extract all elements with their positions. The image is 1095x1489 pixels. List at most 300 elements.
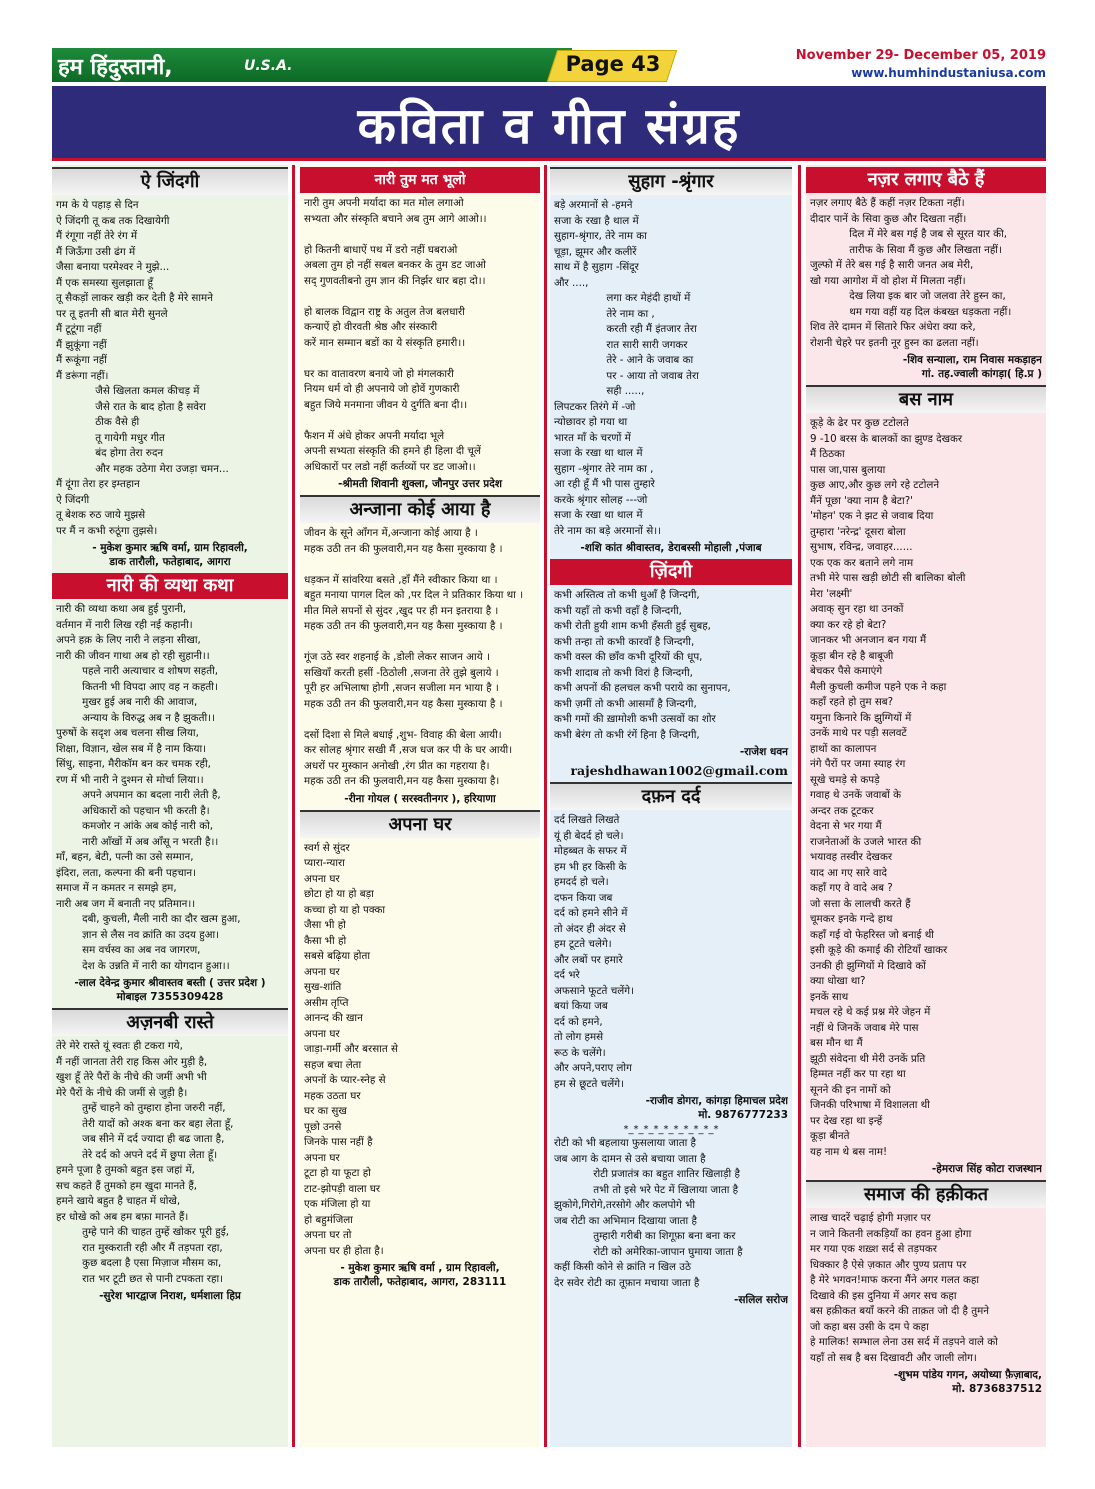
text-line: तेरे नाम का बड़े अरमानों से।। — [554, 524, 661, 537]
text-line: मैं डरूंगा नहीं। — [56, 369, 109, 382]
text-line: तुम्हारी गरीबी का शिगूफ़ा बना बना कर — [554, 1230, 736, 1242]
text-line: पूछो उनसे — [304, 1120, 342, 1133]
text-line: हो बालक विद्वान राष्ट्र के अतुल तेज बलधारी — [304, 305, 465, 318]
poem-author — [806, 1160, 1046, 1178]
text-line: कभी यहाँ तो कभी वहाँ है जिन्दगी, — [554, 604, 682, 617]
poem-title: अज़नबी रास्ते — [52, 1008, 288, 1036]
text-line: मो. 9876777233 — [698, 1109, 788, 1121]
text-line: हम टूटते चलेगे। — [554, 938, 612, 950]
text-line: मैं नहीं जानता तेरी राह किस ओर मुड़ी है, — [56, 1055, 208, 1068]
text-line: और अपने,पराए लोग — [554, 1062, 632, 1074]
text-line: सद् गुणवतीबनो तुम ज्ञान की निर्झर धार बहा दो।। — [304, 274, 486, 287]
text-line: उनकी ही झुग्गियों मे दिखावे कों — [810, 959, 926, 972]
text-line: नियम धर्म वो ही अपनाये जो होवें गुणकारी — [304, 383, 460, 395]
text-line: जब सीने में दर्द ज्यादा ही बढ जाता है, — [56, 1133, 225, 1145]
text-line: अपना घर तो — [304, 1229, 352, 1241]
text-line: कच्चा हो या हो पक्का — [304, 903, 386, 916]
poem-title: समाज की हक़ीकत — [806, 1180, 1046, 1208]
text-line: यह नाम थे बस नाम! — [810, 1145, 888, 1158]
text-line: दर्द लिखते लिखते — [554, 814, 620, 826]
text-line: प्यारा-न्यारा — [304, 857, 345, 869]
text-line: सुख-शांति — [304, 981, 342, 993]
text-line: अपना घर — [304, 1151, 340, 1164]
text-line: गवाह थे उनकें जवाबों के — [810, 789, 902, 801]
text-line: कभी अपनों की हलचल कभी पराये का सुनापन, — [554, 682, 731, 694]
text-line: वेदना से भर गया मैं — [810, 820, 882, 832]
text-line — [304, 557, 536, 573]
text-line: मैं रूकूंगा नहीं — [56, 354, 107, 366]
text-line: ऐ जिंदगी तू कब तक दिखायेगी — [56, 214, 170, 227]
text-line: करें मान सम्मान बडों का ये संस्कृति हमारी।। — [304, 336, 466, 349]
poem-body — [550, 1136, 792, 1291]
text-line: साथ में है सुहाग -सिंदूर — [554, 261, 639, 273]
text-line: अपने हक़ के लिए नारी ने लड़ना सीखा, — [56, 634, 201, 646]
poem-body — [550, 813, 792, 1092]
text-line: सभ्यता और संस्कृति बचाने अब तुम आगे आओ।। — [304, 212, 487, 225]
poem-body — [550, 588, 792, 743]
text-line: गां. तह.ज्वाली कांगड़ा( हि.प्र ) — [921, 368, 1042, 380]
text-line: कन्याऐं हो वीरवती श्रेष्ठ और संस्कारी — [304, 321, 438, 333]
text-line: सखियाँ करती हसीं -ठिठोली ,सजना तेरे तुझे बुलाये । — [304, 666, 499, 679]
masthead-name-bar — [52, 48, 572, 82]
text-line: जो सत्ता के लालची करते हैं — [810, 897, 911, 910]
text-line — [304, 289, 536, 305]
text-line: मेरे पैरों के नीचे की जमीं से जुड़ी है। — [56, 1086, 188, 1099]
text-line: बहुत मनाया पागल दिल को ,पर दिल ने प्रतिकार किया था । — [304, 589, 524, 601]
text-line: जब रोटी का अभिमान दिखाया जाता है — [554, 1214, 697, 1227]
text-line: सिंधु, साइना, मैरीकॉम बन कर चमक रही, — [56, 758, 211, 770]
text-line: मचल रहे थे कई प्रश्न मेरे जेहन में — [810, 1006, 931, 1018]
text-line: चूड़ा, झूमर और कलीरें — [554, 245, 637, 258]
text-line: घर का वातावरण बनाये जो हो मंगलकारी — [304, 367, 454, 380]
text-line: रण में भी नारी ने दुश्मन से मोर्चा लिया।। — [56, 773, 204, 786]
text-line: महक उठी तन की फुलवारी,मन यह कैसा मुस्काया है। — [304, 775, 500, 787]
text-line: बंद होगा तेरा रुदन — [56, 447, 164, 459]
text-line: दसों दिशा से मिले बधाई ,शुभ- विवाह की बेला आयी। — [304, 728, 502, 741]
text-line: -शशि कांत श्रीवास्तव, डेराबस्सी मोहाली ,पंजाब — [580, 542, 762, 554]
text-line: थम गया वहीं यह दिल कंबख्त धड़कता नहीं। — [810, 305, 1012, 318]
text-line: समाज में न कमतर न समझे हम, — [56, 882, 177, 894]
poem-title: ऐ जिंदगी — [52, 167, 288, 195]
text-line: अफसाने फूटते चलेंगे। — [554, 984, 634, 997]
poem-author — [550, 539, 792, 557]
text-line: कहाँ रहते हो तुम सब? — [810, 696, 894, 708]
column-2 — [300, 165, 540, 1447]
text-line: एक एक कर बताने लगे नाम — [810, 556, 914, 569]
poem-author — [52, 974, 288, 1006]
text-line: हर धोखे को अब हम बफ़ा मानते हैं। — [56, 1210, 189, 1223]
text-line: मैली कुचली कमीज पहने एक ने कहा — [810, 680, 947, 693]
text-line: 'मोहन' एक ने झट से जवाब दिया — [810, 510, 934, 522]
text-line — [304, 635, 536, 651]
text-line: दिल में मेरे बस गई है जब से सूरत यार की, — [810, 228, 1008, 240]
text-line: इसी कूड़े की कमाई की रोटियाँ खाकर — [810, 944, 948, 956]
text-line: मैं एक समस्या सुलझाता हूँ — [56, 276, 154, 289]
text-line: अवाक् सुन रहा था उनकों — [810, 603, 904, 615]
poem-title: अन्जाना कोई आया है — [300, 495, 540, 523]
text-line: राजनेताओं के उजले भारत की — [810, 835, 922, 848]
poem-author: -राजेश धवन — [739, 746, 788, 758]
text-line: मेरा 'लक्ष्मी' — [810, 587, 853, 600]
text-line: रात भर टूटी छत से पानी टपकता रहा। — [56, 1272, 224, 1285]
text-line: -सुरेश भारद्वाज निराश, धर्मशाला हिप्र — [99, 1290, 241, 1302]
text-line: यूं ही बेदर्द हो चले। — [554, 829, 624, 842]
text-line: और महक उठेगा मेरा उजड़ा चमन... — [56, 462, 229, 475]
text-line: सही ....., — [554, 385, 645, 397]
text-line: करती रही मैं इंतजार तेरा — [554, 323, 697, 335]
text-line: कभी वस्ल की छाँव कभी दूरियों की धूप, — [554, 651, 703, 663]
text-line — [304, 227, 536, 243]
text-line: नज़र लगाए बैठे हैं कहीं नज़र टिकता नहीं। — [810, 197, 965, 209]
text-line: -सलिल सरोज — [734, 1294, 788, 1306]
poem-title: ज़िंदगी — [550, 559, 792, 585]
text-line: पूरी हर अभिलाषा होगी ,सजन सजीला मन भाया है । — [304, 682, 499, 694]
text-line: आ रही हूँ मैं भी पास तुम्हारे — [554, 478, 655, 490]
text-line: कभी शादाब तो कभी विरां है जिन्दगी, — [554, 666, 693, 679]
text-line: शिक्षा, विज्ञान, खेल सब में है नाम किया। — [56, 742, 207, 755]
text-line: मर गया एक शख़्श सर्द से तड़पकर — [810, 1243, 937, 1255]
text-line: हो बहुमंजिला — [304, 1213, 353, 1226]
text-line: टूटा हो या फूटा हो — [304, 1167, 371, 1179]
text-line: जीवन के सूने आँगन में,अन्जाना कोई आया है । — [304, 527, 478, 539]
text-line: अन्याय के विरुद्ध अब न है झुकती।। — [56, 711, 215, 724]
text-line: बस हक़ीकत बयाँ करने की ताक़त जो दी है तुमने — [810, 1305, 990, 1317]
text-line: देर सवेर रोटी का तूफ़ान मचाया जाता है — [554, 1276, 700, 1289]
text-line: नारी तुम अपनी मर्यादा का मत मोल लगाओ — [304, 197, 464, 209]
text-line: तो लोग हमसे — [554, 1031, 604, 1043]
text-line: गम के ये पहाड़ से दिन — [56, 199, 139, 211]
text-line: अपनी सभ्यता संस्कृति की हमने ही हिला दी चूलें — [304, 445, 481, 457]
text-line: बस मौन था मैं — [810, 1037, 863, 1049]
poem-body — [806, 1211, 1046, 1366]
page-number: Page 43 — [565, 52, 661, 76]
text-line: नहीं थे जिनकें जवाब मेरे पास — [810, 1021, 919, 1034]
text-line: -रीना गोयल ( सरस्वतीनगर ), हरियाणा — [344, 792, 496, 805]
text-line: तारीफ के सिवा मैं कुछ और लिखता नहीं। — [810, 243, 1002, 256]
text-line: कभी ज़मीं तो कभी आसमाँ है जिन्दगी, — [554, 697, 697, 710]
text-line: बयां किया जब — [554, 1000, 608, 1012]
text-line: पास जा,पास बुलाया — [810, 463, 886, 476]
text-line: नारी आँखों में अब आँसू न भरती है।। — [56, 835, 219, 848]
poem-body — [550, 198, 792, 539]
text-line: न्योछावर हो गया था — [554, 416, 628, 428]
issue-date: November 29- December 05, 2019 — [795, 48, 1046, 63]
text-line: सजा के रखा है थाल में — [554, 214, 639, 227]
text-line: है मेरे भगवन!माफ करना मैंने अगर गलत कहा — [810, 1274, 980, 1286]
column-3 — [550, 165, 792, 1447]
text-line: कभी बेरंग तो कभी रंगें हिना है जिन्दगी, — [554, 728, 700, 741]
text-line: और लबों पर हमारे — [554, 953, 623, 966]
text-line: रात सारी सारी जगकर — [554, 338, 688, 351]
text-line: महक उठी तन की फुलवारी,मन यह कैसा मुस्काया है । — [304, 697, 503, 710]
poem-body — [806, 416, 1046, 1160]
text-line: तेरी यादों को अश्क बना कर बहा लेता हूँ, — [56, 1117, 234, 1130]
section-banner — [52, 86, 1046, 161]
text-line: अपना घर — [304, 872, 340, 885]
text-line: 9 -10 बरस के बालकों का झुण्ड देखकर — [810, 432, 963, 445]
text-line: जो कहा बस उसी के दम पे कहा — [810, 1320, 929, 1333]
text-line: इनकें साथ — [810, 990, 849, 1003]
text-line: मैं जिऊँगा उसी ढंग में — [56, 245, 136, 258]
poem-author — [300, 1259, 540, 1291]
text-line: मोबाइल 7355309428 — [116, 991, 224, 1003]
text-line: मो. 8736837512 — [952, 1383, 1042, 1395]
text-line: जिनके पास नहीं है — [304, 1136, 373, 1148]
text-line: कभी गमों की ख़ामोशी कभी उत्सवों का शोर — [554, 713, 716, 725]
column-divider — [798, 165, 801, 1447]
text-line: मैं रंगूगा नहीं तेरे रंग में — [56, 230, 138, 242]
text-line: तू गायेगी मधुर गीत — [56, 431, 165, 444]
text-line: हमने पूजा है तुमको बहुत इस जहां में, — [56, 1164, 195, 1176]
text-line — [304, 413, 536, 429]
poem-title: अपना घर — [300, 810, 540, 838]
poem-author — [550, 1092, 792, 1124]
text-line: गूंज उठे स्वर शहनाई के ,डोली लेकर साजन आये । — [304, 651, 490, 663]
text-line: कूड़ा बीनते — [810, 1130, 850, 1142]
text-line — [304, 712, 536, 728]
text-line: कभी रोती हुयी शाम कभी हँसती हुई सुबह, — [554, 620, 711, 632]
text-line: चूमकर इनके गन्दे हाथ — [810, 913, 893, 925]
newspaper-name: हम हिंदुस्तानी, — [58, 55, 173, 80]
text-line: रोटी प्रजातंत्र का बहुत शातिर खिलाड़ी है — [554, 1168, 740, 1180]
text-line: झुकोगे,गिरोगे,तरसोगे और कलपोगे भी — [554, 1199, 696, 1211]
text-line: सहज बचा लेता — [304, 1058, 362, 1071]
text-line: भयावह तस्वीर देखकर — [810, 851, 893, 863]
text-line: सूनने की इन नामों को — [810, 1083, 891, 1096]
text-line: माँ, बहन, बेटी, पत्नी का उसे सम्मान, — [56, 851, 194, 863]
poem-body — [52, 1039, 288, 1287]
section-divider: *_*_*_*_*_*_*_*_*_* — [623, 1124, 719, 1135]
text-line: अपने अपमान का बदला नारी लेती है, — [56, 789, 221, 801]
text-line: जैसा बनाया परमेश्वर ने मुझे... — [56, 261, 170, 273]
text-line: डाक तारौली, फतेहाबाद, आगरा — [109, 556, 231, 568]
text-line: फैशन में अंधे होकर अपनी मर्यादा भूले — [304, 429, 445, 442]
text-line: रोटी को अमेरिका-जापान घुमाया जाता है — [554, 1245, 743, 1258]
text-line: ज्ञान से लैस नव क्रांति का उदय हुआ। — [56, 928, 220, 941]
text-line: पर तू इतनी सी बात मेरी सुनले — [56, 307, 168, 320]
text-line: रोटी को भी बहलाया फुसलाया जाता है — [554, 1137, 696, 1149]
text-line: रात मुस्कराती रही और मैं तड़पता रहा, — [56, 1241, 223, 1254]
text-line: कमजोर न आंके अब कोई नारी को, — [56, 820, 214, 832]
text-line: क्या कर रहे हो बेटा? — [810, 618, 887, 631]
text-line: हाथों का कालापन — [810, 742, 877, 755]
text-line: सुहाग-श्रृंगार, तेरे नाम का — [554, 230, 647, 242]
text-line: टाट-झोपड़ी वाला घर — [304, 1182, 381, 1195]
text-line: मैं टूटूंगा नहीं — [56, 323, 102, 335]
poem-title: नारी तुम मत भूलो — [300, 167, 540, 193]
text-line: अपना घर — [304, 965, 340, 978]
text-line: कूड़ा बीन रहे है बाबूजी — [810, 649, 894, 662]
text-line: जुल्फो में तेरे बस गई है सारी जनत अब मेरी, — [810, 259, 974, 271]
poem-author — [300, 790, 540, 808]
text-line: तुम्हें चाहने को तुम्हारा होना जरुरी नहीं, — [56, 1102, 226, 1114]
poem-title: नज़र लगाए बैठे हैं — [806, 167, 1046, 193]
text-line: नारी अब जग में बनाती नए प्रतिमान।। — [56, 897, 196, 910]
text-line: -लाल देवेन्द्र कुमार श्रीवास्तव बस्ती ( उत्तर प्रदेश ) — [74, 977, 266, 989]
text-line: तभी मेरे पास खड़ी छोटी सी बालिका बोली — [810, 572, 966, 584]
text-line: अबला तुम हो नहीं सबल बनकर के तुम डट जाओ — [304, 259, 486, 271]
text-line: करके श्रृंगार सोलह ---जो — [554, 493, 648, 506]
text-line: मीत मिले सपनों से सुंदर ,खुद पर ही मन इतराया है । — [304, 604, 499, 617]
poem-body — [52, 198, 288, 539]
text-line: अधिकारों को पहचान भी करती है। — [56, 804, 210, 817]
text-line: हम भी हर किसी के — [554, 860, 627, 873]
text-line: - मुकेश कुमार ऋषि वर्मा, ग्राम रिहावली, — [92, 542, 248, 554]
poem-body — [300, 196, 540, 475]
text-line: धिक्कार है ऐसे ज़कात और पुण्य प्रताप पर — [810, 1258, 967, 1271]
poem-body — [300, 526, 540, 790]
text-line: तुम्हे पाने की चाहत तुम्हें खोकर पूरी हुई, — [56, 1226, 230, 1238]
text-line: पहले नारी अत्याचार व शोषण सहती, — [56, 665, 219, 677]
text-line: हिम्मत नहीं कर पा रहा था — [810, 1068, 906, 1080]
text-line: पुरुषों के सदृश अब चलना सीख लिया, — [56, 727, 199, 739]
text-line: भारत माँ के चरणों में — [554, 431, 631, 444]
masthead — [52, 48, 1046, 82]
poem-author — [806, 1366, 1046, 1398]
text-line: हम से छूटते चलेंगे। — [554, 1077, 624, 1090]
text-line: महक उठी तन की फुलवारी,मन यह कैसा मुस्काया है । — [304, 620, 503, 632]
text-line: मैं ठिठका — [810, 448, 845, 460]
text-line: लगा कर मेहंदी हाथों में — [554, 292, 691, 304]
text-line: देश के उन्नति में नारी का योगदान हुआ।। — [56, 959, 230, 972]
text-line: सुहाग -श्रृंगार तेरे नाम का , — [554, 462, 654, 475]
text-line: यमुना किनारे कि झुग्गियों में — [810, 711, 912, 724]
text-line: तुम्हारा 'नरेन्द्र' दूसरा बोला — [810, 525, 906, 538]
text-line: लिपटकर तिरंगे में -जो — [554, 400, 636, 413]
text-line: तेरे नाम का , — [554, 307, 655, 320]
text-line: - मुकेश कुमार ऋषि वर्मा , ग्राम रिहावली, — [340, 1262, 500, 1274]
text-line: ऐ जिंदगी — [56, 493, 90, 506]
text-line: रूठ के चलेंगे। — [554, 1046, 606, 1059]
text-line: दफन किया जब — [554, 891, 613, 904]
text-line: कहाँ गई वो फेहरिस्त जो बनाई थी — [810, 928, 934, 941]
text-line: घर का सुख — [304, 1105, 347, 1117]
text-line: अन्दर तक टूटकर — [810, 804, 874, 817]
poem-title: बस नाम — [806, 385, 1046, 413]
section-title: कविता व गीत संग्रह — [357, 97, 741, 155]
poem-title: नारी की व्यथा कथा — [52, 573, 288, 599]
text-line: -शुभम पांडेय गगन, अयोध्या फ़ैज़ाबाद, — [893, 1369, 1042, 1381]
text-line: पर मैं न कभी रुठूंगा तुझसे। — [56, 524, 158, 537]
author-email[interactable]: rajeshdhawan1002@gmail.com — [570, 763, 788, 778]
poem-body — [300, 841, 540, 1260]
text-line: खुश हूँ तेरे पैरों के नीचे की जमीं अभी भी — [56, 1071, 207, 1083]
text-line: झूठी संवेदना थी मेरी उनकें प्रति — [810, 1052, 926, 1065]
poem-author — [550, 1291, 792, 1309]
text-line: पर देख रहा था इन्हें — [810, 1114, 883, 1127]
text-line: कहीं किसी कोने से क्रांति न खिल उठे — [554, 1261, 691, 1273]
text-line: धड़कन में सांवरिया बसते ,हाँ मैंने स्वीकार किया था । — [304, 573, 498, 586]
text-line: तू सैकड़ों लाकर खड़ी कर देती है मेरे सामने — [56, 292, 213, 304]
text-line: दर्द को हमने, — [554, 1015, 603, 1028]
poem-author — [806, 351, 1046, 383]
text-line: दीदार पानें के सिवा कुछ और दिखता नहीं। — [810, 212, 967, 225]
column-1 — [52, 165, 288, 1447]
text-line: मुखर हुई अब नारी की आवाज, — [56, 696, 198, 708]
text-line: जाड़ा-गर्मी और बरसात से — [304, 1043, 398, 1055]
text-line: सुभाष, रविन्द्र, जवाहर...... — [810, 541, 913, 553]
text-line: कितनी भी विपदा आए वह न कहती। — [56, 680, 218, 693]
column-divider — [544, 165, 547, 1447]
text-line: तेरे मेरे रास्ते यूं स्वतः ही टकरा गये, — [56, 1040, 183, 1052]
text-line: सबसे बढ़िया होता — [304, 950, 370, 962]
newspaper-edition: U.S.A. — [244, 58, 293, 74]
text-line — [304, 351, 536, 367]
text-line: हमने खाये बहुत है चाहत में धोखे, — [56, 1195, 181, 1207]
text-line: खो गया आगोश में वो होश में मिलता नहीं। — [810, 274, 966, 287]
text-line: जब आग के दामन से उसे बचाया जाता है — [554, 1152, 706, 1165]
text-line: एक मंजिला हो या — [304, 1198, 371, 1210]
text-line: कूड़े के ढेर पर कुछ टटोलते — [810, 417, 909, 429]
text-line: अपना घर — [304, 1027, 340, 1040]
text-line: सच कहते हैं तुमको हम खुदा मानते हैं, — [56, 1179, 198, 1192]
text-line: देख लिया इक बार जो जलवा तेरे हुस्न का, — [810, 290, 1006, 302]
text-line: महक उठता घर — [304, 1089, 361, 1102]
text-line: मैं दूंगा तेरा हर इम्तहान — [56, 478, 140, 490]
text-line: दर्द भरे — [554, 969, 580, 981]
text-line: जानकर भी अनजान बन गया मैं — [810, 634, 927, 646]
poem-title: दफ़न दर्द — [550, 782, 792, 810]
text-line: दबी, कुचली, मैली नारी का दौर खत्म हुआ, — [56, 913, 241, 925]
text-line: दर्द को हमने सीने में — [554, 907, 628, 919]
poem-author — [52, 1287, 288, 1305]
text-line: तेरे दर्द को अपने दर्द में छुपा लेता हूँ। — [56, 1148, 218, 1161]
text-line: कभी अस्तित्व तो कभी धुआँ है जिन्दगी, — [554, 589, 700, 601]
poem-title: सुहाग -श्रृंगार — [550, 167, 792, 195]
text-line: रोशनी चेहरे पर इतनी नूर हुस्न का ढलता नहीं। — [810, 336, 979, 349]
text-line: जैसा भी हो — [304, 919, 346, 931]
text-line: इंदिरा, लता, कल्पना की बनी पहचान। — [56, 866, 197, 879]
text-line: असीम तृप्ति — [304, 996, 349, 1009]
text-line: वर्तमान में नारी लिख रही नई कहानी। — [56, 618, 193, 631]
poem-author — [300, 475, 540, 493]
text-line: अधिकारों पर लडो नहीं कर्तव्यों पर डट जाओ।। — [304, 460, 476, 473]
poem-body — [806, 196, 1046, 351]
text-line: अधरों पर मुस्कान अनोखी ,रंग प्रीत का गहराया है। — [304, 759, 490, 772]
website-url[interactable]: www.humhindustaniusa.com — [851, 66, 1046, 80]
text-line: कर सोलह श्रृंगार सखी मैं ,सज धज कर पी के घर आयी। — [304, 744, 513, 756]
text-line: अपनों के प्यार-स्नेह से — [304, 1074, 386, 1086]
text-line: सूखे चमड़े से कपड़े — [810, 773, 880, 786]
text-line: हो कितनी बाधाऐं पथ में डरो नहीं घबराओ — [304, 243, 458, 256]
text-line: याद आ गए सारे वादे — [810, 866, 887, 879]
text-line: महक उठी तन की फुलवारी,मन यह कैसा मुस्काया है । — [304, 542, 503, 555]
column-divider — [292, 165, 295, 1447]
text-line: -राजीव डोगरा, कांगड़ा हिमाचल प्रदेश — [645, 1095, 788, 1107]
text-line: जैसे खिलता कमल कीचड़ में — [56, 385, 200, 397]
text-line: न जाने कितनी लकड़ियाँ का हवन हुआ होगा — [810, 1227, 972, 1240]
text-line: स्वर्ग से सुंदर — [304, 841, 350, 854]
text-line: मोहब्बत के सफर में — [554, 845, 627, 857]
poem-body — [52, 602, 288, 974]
text-line: सजा के रखा था थाल में — [554, 509, 643, 521]
text-line: जैसे रात के बाद होता है सवेरा — [56, 400, 206, 413]
text-line: दिखावे की इस दुनिया में अगर सच कहा — [810, 1289, 957, 1302]
text-line: बहुत जिये मनमाना जीवन ये दुर्गति बना दी।। — [304, 398, 468, 411]
text-line: कुछ बदला है एसा मिज़ाज मौसम का, — [56, 1257, 222, 1269]
text-line: बेचकर पैसे कमाएंगे — [810, 665, 883, 677]
text-line: तो अंदर ही अंदर से — [554, 922, 626, 935]
text-line: -शिव सन्याला, राम निवास मकड़ाहन — [902, 354, 1042, 366]
text-line: नंगे पैरों पर जमा स्याह रंग — [810, 758, 906, 770]
text-line: लाख चादरें चढ़ाई होगी मज़ार पर — [810, 1212, 931, 1224]
column-4 — [806, 165, 1046, 1447]
text-line: सम वर्चस्व का अब नव जागरण, — [56, 944, 201, 956]
text-line: हमदर्द हो चले। — [554, 876, 609, 888]
text-line: नारी की जीवन गाथा अब हो रही सुहानी।। — [56, 649, 210, 662]
text-line: बड़े अरमानों से -हमने — [554, 199, 633, 211]
text-line: -हेमराज सिंह कोटा राजस्थान — [931, 1163, 1042, 1175]
